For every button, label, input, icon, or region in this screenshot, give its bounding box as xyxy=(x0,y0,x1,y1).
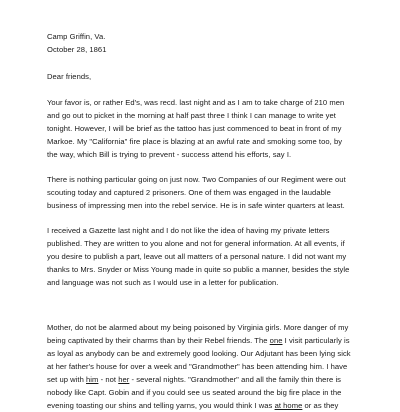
letter-salutation: Dear friends, xyxy=(47,72,92,81)
text-line: the way, which Bill is trying to prevent - success attend his efforts, say I. xyxy=(47,150,292,159)
text-line: published. They are written to you alone and not for general information. At all events, if xyxy=(47,239,345,248)
paragraph-2 xyxy=(47,173,377,212)
text-line: There is nothing particular going on just now. Two Companies of our Regiment were out xyxy=(47,175,346,184)
text-line: I received a Gazette last night and I do not like the idea of having my private letters xyxy=(47,226,330,235)
text-segment: set up with xyxy=(47,375,84,384)
text-line: nobody like Capt. Gobin and if you could see us seated around the big fire place in the xyxy=(47,388,342,397)
text-line: business of impressing men into the rebel service. He is in safe winter quarters at least. xyxy=(47,201,345,210)
underlined-word: one xyxy=(269,336,283,345)
text-line: thanks to Mrs. Snyder or Miss Young made in quite so public a manner, besides the style xyxy=(47,265,350,274)
text-line: at her father's house for over a week and "Grandmother" has been attending him. I have xyxy=(47,362,348,371)
text-segment: - several nights. "Grandmother" and all the family thin there is xyxy=(131,375,342,384)
text-line: you desire to publish a part, leave out all matters of a personal nature. I did not want my xyxy=(47,252,347,261)
text-line: and go out to picket in the morning at half past three I think I can manage to write yet xyxy=(47,111,336,120)
letter-heading xyxy=(47,30,377,56)
text-line: Markoe. My "California" fire place is blazing at an awful rate and smoking some too, by xyxy=(47,137,343,146)
underlined-word: her xyxy=(118,375,130,384)
text-line: as loyal as anybody can be and extremely good looking. Our Adjutant has been lying sick xyxy=(47,349,351,358)
letter-date: October 28, 1861 xyxy=(47,45,107,54)
text-line: scouting today and captured 2 prisoners. One of them was engaged in the laudable xyxy=(47,188,331,197)
text-segment: - not xyxy=(100,375,117,384)
paragraph-1 xyxy=(47,96,377,161)
text-segment: being captivated by their charms than by their Rebel friends. The xyxy=(47,336,268,345)
text-line: Mother, do not be alarmed about my being poisoned by Virginia girls. More danger of my xyxy=(47,323,349,332)
text-line xyxy=(47,399,377,412)
text-line: tonight. However, I will be brief as the tattoo has just commenced to beat in front of my xyxy=(47,124,342,133)
text-line: and language was not such as I would use in a letter for publication. xyxy=(47,278,279,287)
text-line: Your favor is, or rather Ed's, was recd. last night and as I am to take charge of 210 men xyxy=(47,98,345,107)
text-segment: evening toasting our shins and telling yarns, you would think I was xyxy=(47,401,273,410)
text-line xyxy=(47,334,377,347)
text-line xyxy=(47,373,377,386)
paragraph-3 xyxy=(47,224,377,289)
letter-place: Camp Griffin, Va. xyxy=(47,32,106,41)
paragraph-4 xyxy=(47,321,377,412)
underlined-word: him xyxy=(86,375,99,384)
text-segment: or as they xyxy=(304,401,339,410)
text-segment: I visit particularly is xyxy=(284,336,350,345)
underlined-word: at home xyxy=(274,401,303,410)
